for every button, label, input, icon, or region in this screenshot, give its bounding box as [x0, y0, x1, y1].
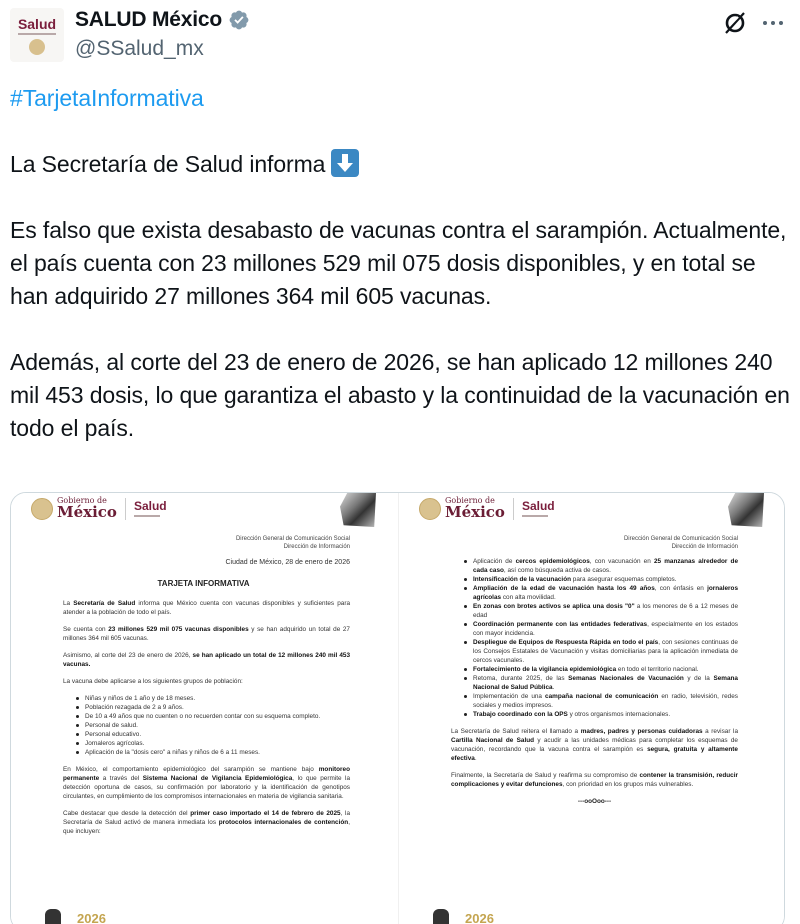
more-options-button[interactable] [758, 10, 788, 36]
dept-line-2: Dirección de Información [283, 544, 350, 550]
department [236, 535, 350, 551]
tweet-text [10, 82, 790, 445]
list-item: Coordinación permanente con las entidades federativas, especialmente en los estados con mayor incidencia. [465, 620, 738, 638]
tweet-paragraph-1: Es falso que exista desabasto de vacunas contra el sarampión. Actualmente, el país cuenta con 23 millones 529 mil 075 dosis disponibles, y en total se han adquirido 27 millones 364 mil 605 vacunas. [10, 217, 787, 309]
list-item: Ampliación de la edad de vacunación hasta los 49 años, con énfasis en jornaleros agrícolas con alta movilidad. [465, 584, 738, 602]
list-item: Implementación de una campaña nacional de comunicación en radio, televisión, redes sociales y medios impresos. [465, 692, 738, 710]
list-item: Intensificación de la vacunación para asegurar esquemas completos. [465, 575, 738, 584]
list-item: De 10 a 49 años que no cuenten o no recuerden contar con su esquema completo. [77, 712, 350, 721]
seal-icon [29, 39, 45, 55]
department [624, 535, 738, 551]
more-dot-icon [779, 21, 783, 25]
list-item: En zonas con brotes activos se aplica una dosis "0" a los menores de 6 a 12 meses de edad [465, 602, 738, 620]
list-item: Despliegue de Equipos de Respuesta Rápida en todo el país, con sesiones continuas de los Consejos Estatales de Vacunación y visitas domiciliarias para la aplicación inmediata de cercos vacunales. [465, 638, 738, 665]
salud-logo-text: Salud [521, 499, 555, 513]
name-row [75, 8, 250, 32]
gobierno-logo [31, 497, 167, 520]
display-name[interactable]: SALUD México [75, 8, 222, 31]
list-item: Población rezagada de 2 a 9 años. [77, 703, 350, 712]
avatar-label: Salud [17, 16, 57, 32]
document-image-1[interactable] [11, 493, 396, 924]
measures-list [465, 557, 738, 719]
document-title: TARJETA INFORMATIVA [157, 579, 250, 588]
footer-year: 2026 [77, 911, 106, 924]
down-arrow-button-icon [331, 149, 359, 177]
document-image-2[interactable] [398, 493, 784, 924]
document-body: La Secretaría de Salud informa que México cuenta con vacunas disponibles y suficientes para atender a la población de todo el país. Se cuenta con 23 millones 529 mil 075 vacunas disponibles y se han adquirido un total de 27 millones 364 mil 605 vacunas. Asimismo, al corte del 23 de enero de 2026, se han aplicado un total de 12 millones 240 mil 453 vacunas. La vacuna debe aplicarse a los siguientes grupos de población: Niñas y niños de 1 año y de 18 meses. Población rezagada de 2 a 9 años. De 10 a 49 años que no cuenten o no recuerden contar con su esquema completo. Personal de salud. Personal educativo. Jornaleros agrícolas. Aplicación de la "dosis cero" a niñas y niños de 6 a 11 meses. En México, el comportamiento epidemiológico del sarampión se mantiene bajo monitoreo permanente a través del Sistema Nacional de Vigilancia Epidemiológica, lo que permite la detección oportuna de casos, su confirmación por laboratorio y la identificación de genotipos circulantes, en cumplimiento de los compromisos internacionales en materia de vigilancia sanitaria. Cabe destacar que desde la detección del primer caso importado el 14 de febrero de 2025, la Secretaría de Salud activó de manera inmediata los protocolos internacionales de contención, que incluyen: [63, 600, 351, 835]
national-seal-icon [419, 498, 441, 520]
list-item: Jornaleros agrícolas. [77, 739, 350, 748]
more-dot-icon [771, 21, 775, 25]
list-item: Fortalecimiento de la vigilancia epidemiológica en todo el territorio nacional. [465, 665, 738, 674]
grok-icon[interactable] [720, 8, 750, 38]
document-date: Ciudad de México, 28 de enero de 2026 [225, 559, 350, 566]
national-seal-icon [31, 498, 53, 520]
more-dot-icon [763, 21, 767, 25]
hero-illustration-icon [340, 493, 376, 527]
portrait-icon [433, 909, 449, 924]
logo-big-text: México [445, 503, 505, 521]
list-item: Personal de salud. [77, 721, 350, 730]
list-item: Aplicación de la "dosis cero" a niñas y niños de 6 a 11 meses. [77, 748, 350, 757]
tweet-header [0, 0, 800, 72]
media-gallery [10, 492, 785, 924]
dept-line-2: Dirección de Información [671, 544, 738, 550]
document-footer [37, 903, 377, 924]
avatar-subtitle-line [18, 33, 56, 35]
avatar[interactable] [10, 8, 64, 62]
verified-badge-icon [228, 9, 250, 31]
hero-illustration-icon [728, 493, 764, 527]
list-item: Retoma, durante 2025, de las Semanas Nacionales de Vacunación y de la Semana Nacional de Salud Pública. [465, 674, 738, 692]
document-footer [425, 903, 765, 924]
list-item: Personal educativo. [77, 730, 350, 739]
footer-year: 2026 [465, 911, 494, 924]
logo-small-text: Gobierno de [445, 496, 495, 505]
portrait-icon [45, 909, 61, 924]
closing-mark: ---ooOoo--- [577, 798, 612, 805]
list-item: Aplicación de cercos epidemiológicos, con vacunación en 25 manzanas alrededor de cada caso, así como búsqueda activa de casos. [465, 557, 738, 575]
logo-small-text: Gobierno de [57, 496, 107, 505]
salud-logo-text: Salud [133, 499, 167, 513]
dept-line-1: Dirección General de Comunicación Social [235, 536, 350, 542]
population-groups-list [77, 694, 350, 757]
dept-line-1: Dirección General de Comunicación Social [623, 536, 738, 542]
list-item: Trabajo coordinado con la OPS y otros organismos internacionales. [465, 710, 738, 719]
gobierno-logo [419, 497, 555, 520]
account-handle[interactable]: @SSalud_mx [75, 37, 204, 60]
document-body: Aplicación de cercos epidemiológicos, con vacunación en 25 manzanas alrededor de cada caso, así como búsqueda activa de casos. Intensificación de la vacunación para asegurar esquemas completos. Ampliación de la edad de vacunación hasta los 49 años, con énfasis en jornaleros agrícolas con alta movilidad. En zonas con brotes activos se aplica una dosis "0" a los menores de 6 a 12 meses de edad Coordinación permanente con las entidades federativas, especialmente en los estados con mayor incidencia. Despliegue de Equipos de Respuesta Rápida en todo el país, con sesiones continuas de los Consejos Estatales de Vacunación y visitas domiciliarias para la aplicación inmediata de cercos vacunales. Fortalecimiento de la vigilancia epidemiológica en todo el territorio nacional. Retoma, durante 2025, de las Semanas Nacionales de Vacunación y de la Semana Nacional de Salud Pública. Implementación de una campaña nacional de comunicación en radio, televisión, redes sociales y medios impresos. Trabajo coordinado con la OPS y otros organismos internacionales. La Secretaría de Salud reitera el llamado a madres, padres y personas cuidadoras a revisar la Cartilla Nacional de Salud y acudir a las unidades médicas para completar los esquemas de vacunación, recordando que la vacuna contra el sarampión es segura, gratuita y altamente efectiva. Finalmente, la Secretaría de Salud y reafirma su compromiso de contener la transmisión, reducir complicaciones y evitar defunciones, con prioridad en los grupos más vulnerables. ---ooOoo--- [451, 558, 739, 805]
tweet-paragraph-2: Además, al corte del 23 de enero de 2026, se han aplicado 12 millones 240 mil 453 dosis, lo que garantiza el abasto y la continuidad de la vacunación en todo el país. [10, 349, 790, 441]
list-item: Niñas y niños de 1 año y de 18 meses. [77, 694, 350, 703]
tweet-intro: La Secretaría de Salud informa [10, 151, 326, 177]
logo-big-text: México [57, 503, 117, 521]
hashtag-link[interactable]: #TarjetaInformativa [10, 85, 204, 111]
